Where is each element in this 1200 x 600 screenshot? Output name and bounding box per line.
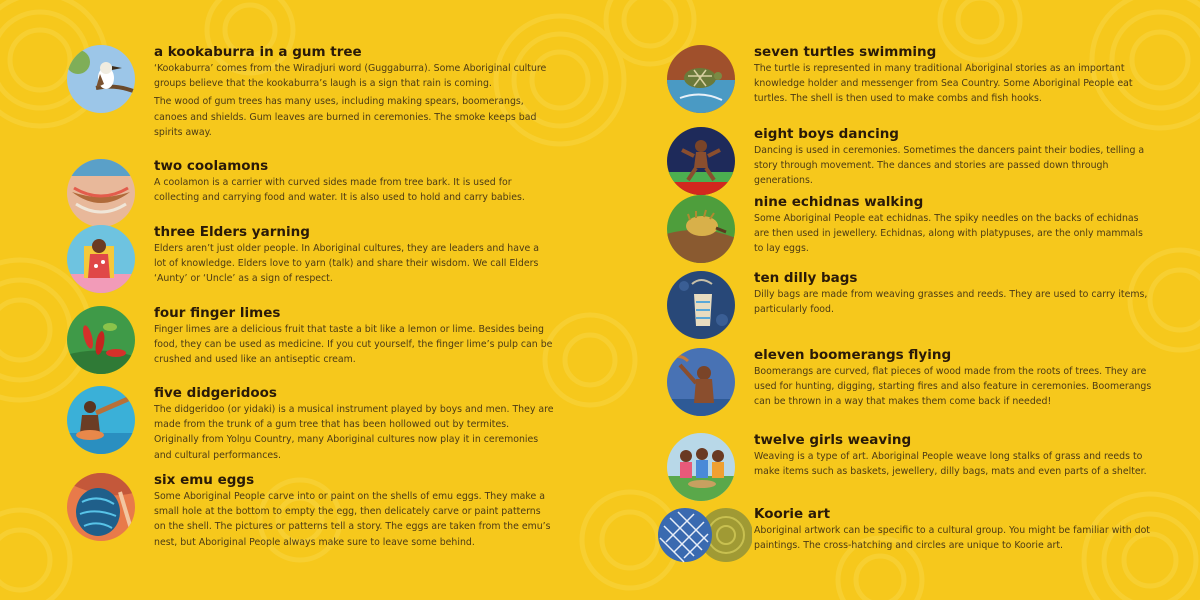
entry-title: twelve girls weaving bbox=[754, 432, 912, 448]
finger-lime-icon bbox=[66, 305, 136, 375]
entry-text: Some Aboriginal People eat echidnas. The spiky needles on the backs of echidnas are then used in jewellery. Echidnas, along with platypuses, are the only mammals to lay eggs. bbox=[754, 213, 1143, 255]
dilly-bag-icon bbox=[666, 270, 736, 340]
entry-title: seven turtles swimming bbox=[754, 44, 937, 60]
coolamon-icon bbox=[66, 158, 136, 228]
emu-egg-icon bbox=[66, 472, 136, 542]
entry-text: The didgeridoo (or yidaki) is a musical instrument played by boys and men. They are made from the trunk of a gum tree that has been hollowed out by termites. Originally from Yolŋu Country, many Aboriginal cultures now play it in ceremonies and cultural performances. bbox=[154, 404, 554, 461]
koorie-art-icon bbox=[656, 506, 752, 564]
entry-text: ‘Kookaburra’ comes from the Wiradjuri word (Guggaburra). Some Aboriginal culture groups believe that the kookaburra’s laugh is a sign that rain is coming. bbox=[154, 63, 547, 90]
dancer-icon bbox=[666, 126, 736, 196]
entry-title: ten dilly bags bbox=[754, 270, 858, 286]
entry-text: The wood of gum trees has many uses, including making spears, boomerangs, canoes and shields. Gum leaves are burned in ceremonies. The smoke keeps bad spirits away. bbox=[154, 96, 537, 138]
entry-text: The turtle is represented in many traditional Aboriginal stories as an important knowledge holder and messenger from Sea Country. Some Aboriginal People eat turtles. The shell is then used to make combs and fish hooks. bbox=[754, 63, 1133, 105]
entry-title: a kookaburra in a gum tree bbox=[154, 44, 362, 60]
entry-text: Elders aren’t just older people. In Aboriginal cultures, they are leaders and have a lot of knowledge. Elders love to yarn (talk) and share their wisdom. We call Elders ‘Aunty’ or ‘Uncle’ as a sign of respect. bbox=[154, 243, 540, 285]
entry-title: six emu eggs bbox=[154, 472, 255, 488]
entry-text: Some Aboriginal People carve into or paint on the shells of emu eggs. They make a small hole at the bottom to empty the egg, then delicately carve or paint patterns on the shell. The pictures or patterns tell a story. The eggs are taken from the emu’s nest, but Aboriginal People always make sure to leave some behind. bbox=[154, 491, 551, 548]
entry-title: eleven boomerangs flying bbox=[754, 347, 952, 363]
echidna-icon bbox=[666, 194, 736, 264]
boomerang-icon bbox=[666, 347, 736, 417]
entry-text: A coolamon is a carrier with curved sides made from tree bark. It is used for collecting and carrying food and water. It is also used to hold and carry babies. bbox=[154, 177, 525, 204]
entry-text: Boomerangs are curved, flat pieces of wood made from the roots of trees. They are used for hunting, digging, starting fires and also feature in ceremonies. Boomerangs can be thrown in a way that makes them come back if needed! bbox=[754, 366, 1152, 408]
elder-icon bbox=[66, 224, 136, 294]
entry-title: five didgeridoos bbox=[154, 385, 277, 401]
entry-text: Finger limes are a delicious fruit that taste a bit like a lemon or lime. Besides being food, they can be used as medicine. If you cut yourself, the finger lime’s pulp can be crushed and used like an antiseptic cream. bbox=[154, 324, 553, 366]
kookaburra-icon bbox=[66, 44, 136, 114]
didgeridoo-icon bbox=[66, 385, 136, 455]
entry-text: Weaving is a type of art. Aboriginal People weave long stalks of grass and reeds to make items such as baskets, jewellery, dilly bags, mats and even parts of a shelter. bbox=[754, 451, 1147, 478]
entry-title: eight boys dancing bbox=[754, 126, 899, 142]
entry-text: Dilly bags are made from weaving grasses and reeds. They are used to carry items, particularly food. bbox=[754, 289, 1148, 316]
turtle-icon bbox=[666, 44, 736, 114]
entry-title: three Elders yarning bbox=[154, 224, 310, 240]
entry-title: four finger limes bbox=[154, 305, 281, 321]
entry-title: two coolamons bbox=[154, 158, 269, 174]
weaving-icon bbox=[666, 432, 736, 502]
entry-title: nine echidnas walking bbox=[754, 194, 924, 210]
entry-title: Koorie art bbox=[754, 506, 831, 522]
entry-text: Aboriginal artwork can be specific to a cultural group. You might be familiar with dot paintings. The cross-hatching and circles are unique to Koorie art. bbox=[754, 525, 1150, 552]
entry-text: Dancing is used in ceremonies. Sometimes the dancers paint their bodies, telling a story through movement. The dances and stories are passed down through generations. bbox=[754, 145, 1145, 187]
